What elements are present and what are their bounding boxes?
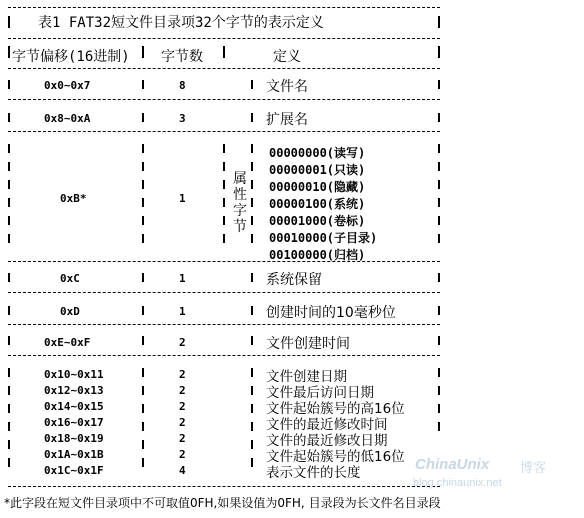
count-cell: 2 — [179, 432, 186, 445]
cell-border — [251, 180, 253, 189]
cell-border — [438, 273, 440, 282]
cell-border — [8, 162, 10, 171]
cell-border — [251, 458, 253, 467]
table-title: 表1 FAT32短文件目录项32个字节的表示定义 — [38, 15, 324, 31]
offset-cell: 0x14~0x15 — [44, 400, 104, 413]
watermark-url: blog.chinaunix.net — [413, 477, 502, 489]
offset-cell: 0x18~0x19 — [44, 432, 104, 445]
count-cell: 2 — [179, 368, 186, 381]
header-offset: 字节偏移(16进制) — [12, 49, 130, 65]
cell-border — [438, 180, 440, 189]
attribute-value: 00000010(隐藏) — [269, 180, 366, 194]
count-cell: 1 — [179, 305, 186, 318]
definition-cell: 文件创建日期 — [266, 369, 347, 385]
cell-border — [142, 216, 144, 225]
cell-border — [223, 144, 225, 153]
cell-border — [142, 162, 144, 171]
column-divider — [223, 46, 225, 58]
attribute-value: 00100000(归档) — [269, 248, 366, 262]
cell-border — [142, 422, 144, 431]
offset-cell: 0xD — [60, 305, 80, 318]
cell-border — [438, 144, 440, 153]
count-cell: 4 — [179, 464, 186, 477]
offset-cell: 0x12~0x13 — [44, 384, 104, 397]
cell-border — [8, 422, 10, 431]
cell-border — [8, 144, 10, 153]
table-edge-right — [438, 46, 440, 58]
offset-cell: 0xB* — [60, 192, 87, 205]
cell-border — [251, 144, 253, 153]
cell-border — [8, 273, 10, 282]
cell-border — [8, 440, 10, 449]
count-cell: 3 — [179, 112, 186, 125]
row-divider — [8, 292, 440, 293]
count-cell: 1 — [179, 192, 186, 205]
watermark-brand: ChinaUnix — [415, 456, 490, 473]
count-cell: 1 — [179, 272, 186, 285]
cell-border — [251, 273, 253, 282]
watermark-blog: 博客 — [520, 461, 547, 476]
definition-cell: 文件起始簇号的低16位 — [266, 449, 405, 465]
cell-border — [438, 113, 440, 122]
cell-border — [438, 216, 440, 225]
cell-border — [8, 113, 10, 122]
definition-cell: 文件的最近修改日期 — [266, 433, 388, 449]
cell-border — [8, 180, 10, 189]
definition-cell: 文件的最近修改时间 — [266, 417, 388, 433]
cell-border — [223, 234, 225, 243]
cell-border — [223, 180, 225, 189]
cell-border — [142, 180, 144, 189]
cell-border — [438, 368, 440, 377]
definition-cell: 扩展名 — [266, 112, 308, 128]
cell-border — [223, 162, 225, 171]
cell-border — [142, 273, 144, 282]
cell-border — [251, 80, 253, 89]
cell-border — [142, 404, 144, 413]
definition-cell: 表示文件的长度 — [266, 465, 361, 481]
cell-border — [8, 234, 10, 243]
cell-border — [251, 306, 253, 315]
offset-cell: 0x1A~0x1B — [44, 448, 104, 461]
cell-border — [438, 234, 440, 243]
row-divider — [8, 355, 440, 356]
attribute-value: 00000100(系统) — [269, 197, 366, 211]
cell-border — [251, 336, 253, 345]
definition-cell: 文件名 — [266, 79, 308, 95]
table-edge-right — [438, 16, 440, 28]
cell-border — [142, 80, 144, 89]
cell-border — [8, 306, 10, 315]
row-divider — [8, 131, 440, 132]
cell-border — [438, 162, 440, 171]
cell-border — [142, 113, 144, 122]
offset-cell: 0x1C~0x1F — [44, 464, 104, 477]
cell-border — [251, 198, 253, 207]
cell-border — [8, 80, 10, 89]
cell-border — [8, 216, 10, 225]
offset-cell: 0x0~0x7 — [44, 79, 91, 92]
cell-border — [142, 458, 144, 467]
attribute-value: 00000001(只读) — [269, 163, 366, 177]
cell-border — [142, 234, 144, 243]
cell-border — [438, 422, 440, 431]
definition-cell: 创建时间的10毫秒位 — [266, 305, 396, 321]
offset-cell: 0x10~0x11 — [44, 368, 104, 381]
cell-border — [251, 422, 253, 431]
cell-border — [438, 336, 440, 345]
cell-border — [8, 386, 10, 395]
header-definition: 定义 — [273, 49, 301, 65]
cell-border — [8, 458, 10, 467]
cell-border — [251, 440, 253, 449]
offset-cell: 0xE~0xF — [44, 336, 91, 349]
cell-border — [438, 386, 440, 395]
cell-border — [8, 404, 10, 413]
row-divider — [8, 38, 440, 39]
count-cell: 2 — [179, 384, 186, 397]
cell-border — [438, 198, 440, 207]
offset-cell: 0x8~0xA — [44, 112, 91, 125]
cell-border — [438, 404, 440, 413]
definition-cell: 文件起始簇号的高16位 — [266, 401, 405, 417]
cell-border — [142, 198, 144, 207]
count-cell: 2 — [179, 416, 186, 429]
count-cell: 8 — [179, 79, 186, 92]
cell-border — [438, 80, 440, 89]
table-top-border — [8, 7, 440, 8]
cell-border — [251, 216, 253, 225]
footnote: *此字段在短文件目录项中不可取值0FH,如果设值为0FH, 目录段为长文件名目录段 — [4, 496, 441, 510]
cell-border — [251, 234, 253, 243]
cell-border — [251, 386, 253, 395]
row-divider — [8, 99, 440, 100]
attribute-byte-label: 属性字节 — [233, 171, 247, 235]
definition-cell: 文件最后访问日期 — [266, 385, 374, 401]
row-divider — [8, 68, 440, 69]
cell-border — [142, 144, 144, 153]
definition-cell: 文件创建时间 — [266, 336, 350, 352]
table-bottom-border — [8, 486, 440, 487]
cell-border — [8, 368, 10, 377]
attribute-value: 00000000(读写) — [269, 146, 366, 160]
attribute-value: 00001000(卷标) — [269, 214, 366, 228]
cell-border — [142, 336, 144, 345]
cell-border — [251, 404, 253, 413]
cell-border — [142, 440, 144, 449]
cell-border — [223, 216, 225, 225]
cell-border — [438, 306, 440, 315]
count-cell: 2 — [179, 336, 186, 349]
row-divider — [8, 324, 440, 325]
offset-cell: 0xC — [60, 272, 80, 285]
cell-border — [251, 162, 253, 171]
definition-cell: 系统保留 — [266, 272, 322, 288]
count-cell: 2 — [179, 400, 186, 413]
cell-border — [142, 368, 144, 377]
cell-border — [142, 386, 144, 395]
column-divider — [142, 46, 144, 58]
cell-border — [223, 198, 225, 207]
cell-border — [251, 113, 253, 122]
row-divider — [8, 261, 440, 262]
count-cell: 2 — [179, 448, 186, 461]
cell-border — [8, 336, 10, 345]
offset-cell: 0x16~0x17 — [44, 416, 104, 429]
table-edge-left — [8, 46, 10, 58]
header-count: 字节数 — [161, 49, 203, 65]
attribute-value: 00010000(子目录) — [269, 231, 378, 245]
cell-border — [251, 368, 253, 377]
cell-border — [142, 306, 144, 315]
table-edge-left — [8, 16, 10, 28]
cell-border — [8, 198, 10, 207]
